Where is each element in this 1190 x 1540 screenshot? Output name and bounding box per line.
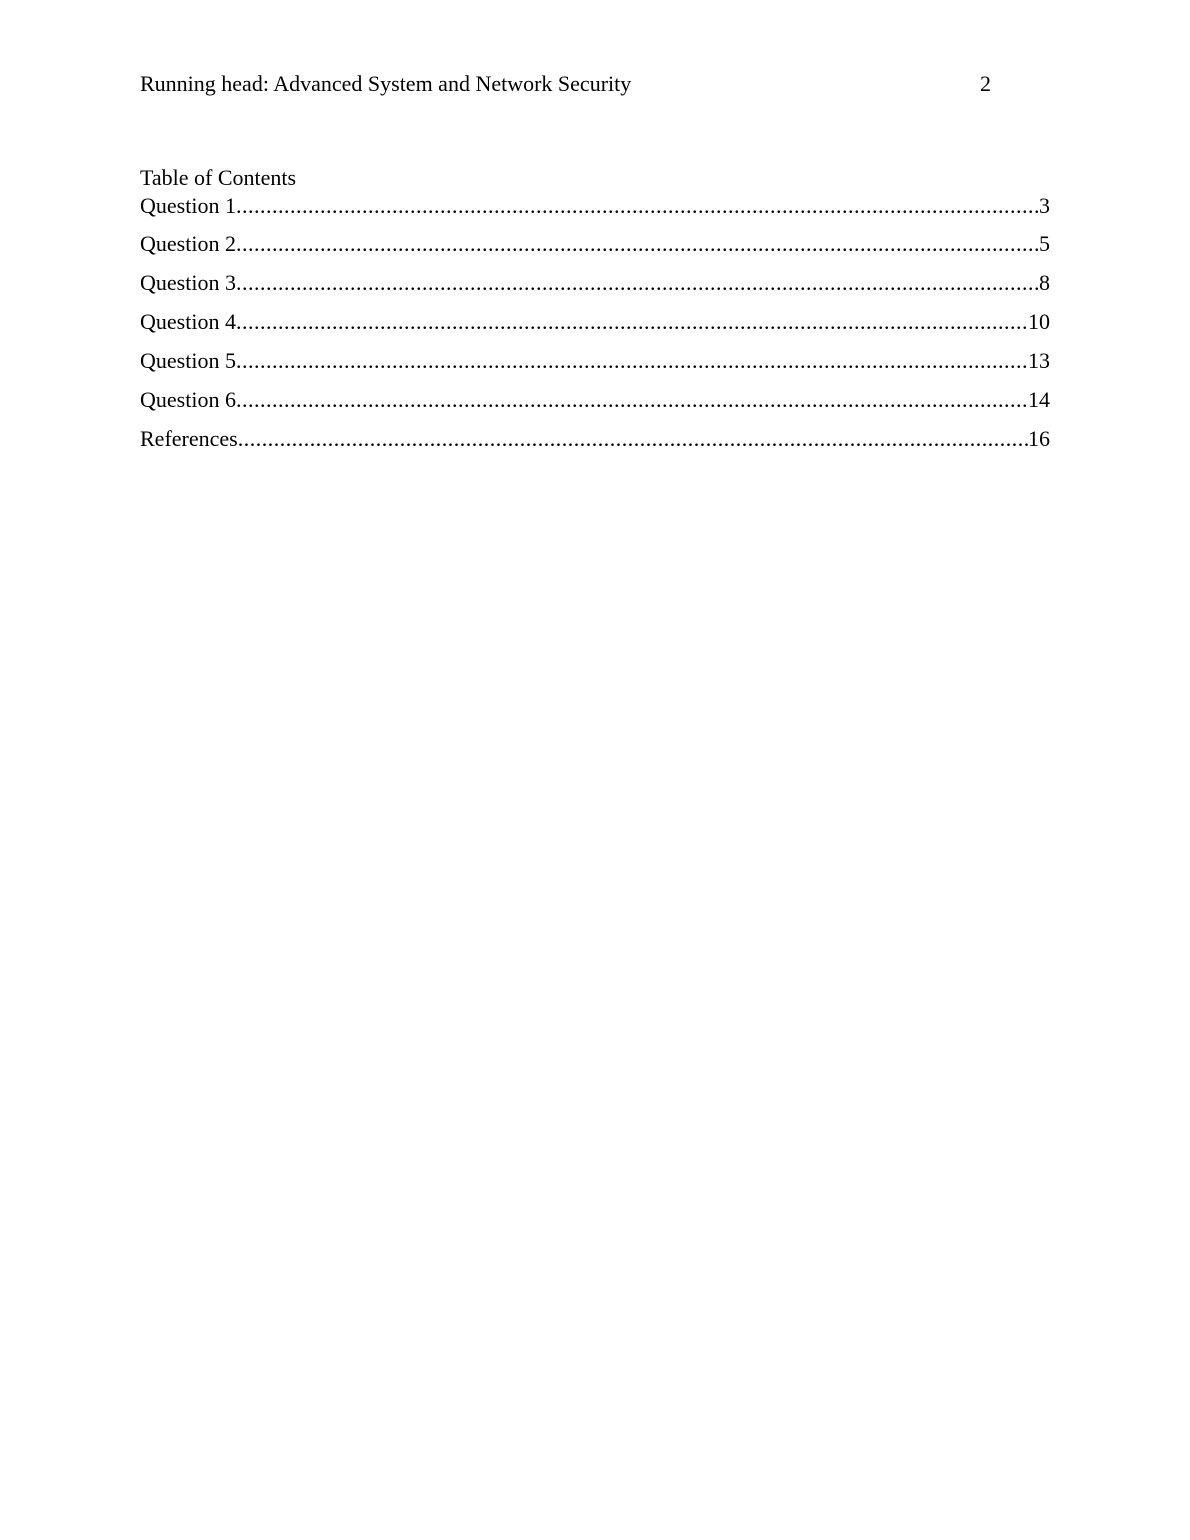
toc-entry-label: Question 6: [140, 387, 236, 412]
toc-entry-label: Question 4: [140, 309, 236, 334]
toc-entry-page: 8: [1039, 270, 1050, 295]
toc-entry-question-1[interactable]: [140, 192, 1050, 230]
toc-dot-leader: [236, 347, 1028, 375]
toc-entry-question-4[interactable]: [140, 308, 1050, 347]
running-head: Running head: Advanced System and Network Security: [140, 71, 632, 96]
toc-entry-label: References: [140, 426, 238, 451]
toc-entry-page: 16: [1028, 426, 1050, 451]
page-header: [140, 70, 1000, 98]
toc-dot-leader: [236, 230, 1039, 258]
toc-entry-question-6[interactable]: [140, 386, 1050, 425]
toc-dot-leader: [236, 192, 1039, 220]
toc-entry-page: 5: [1039, 231, 1050, 256]
page-number: 2: [980, 71, 991, 96]
toc-entry-page: 10: [1028, 309, 1050, 334]
toc-entry-page: 3: [1039, 193, 1050, 218]
toc-entry-label: Question 1: [140, 193, 236, 218]
toc-dot-leader: [236, 308, 1028, 336]
toc-entry-page: 13: [1028, 348, 1050, 373]
toc-dot-leader: [236, 269, 1039, 297]
toc-entry-label: Question 5: [140, 348, 236, 373]
toc-dot-leader: [236, 386, 1028, 414]
toc-title: Table of Contents: [140, 165, 297, 190]
toc-entry-question-3[interactable]: [140, 269, 1050, 308]
toc-dot-leader: [238, 425, 1028, 453]
toc-entry-label: Question 2: [140, 231, 236, 256]
toc-entry-question-5[interactable]: [140, 347, 1050, 386]
toc-entry-references[interactable]: [140, 425, 1050, 464]
toc-entry-page: 14: [1028, 387, 1050, 412]
toc-list: [140, 192, 1050, 464]
table-of-contents: [140, 164, 1050, 464]
toc-entry-question-2[interactable]: [140, 230, 1050, 269]
toc-entry-label: Question 3: [140, 270, 236, 295]
